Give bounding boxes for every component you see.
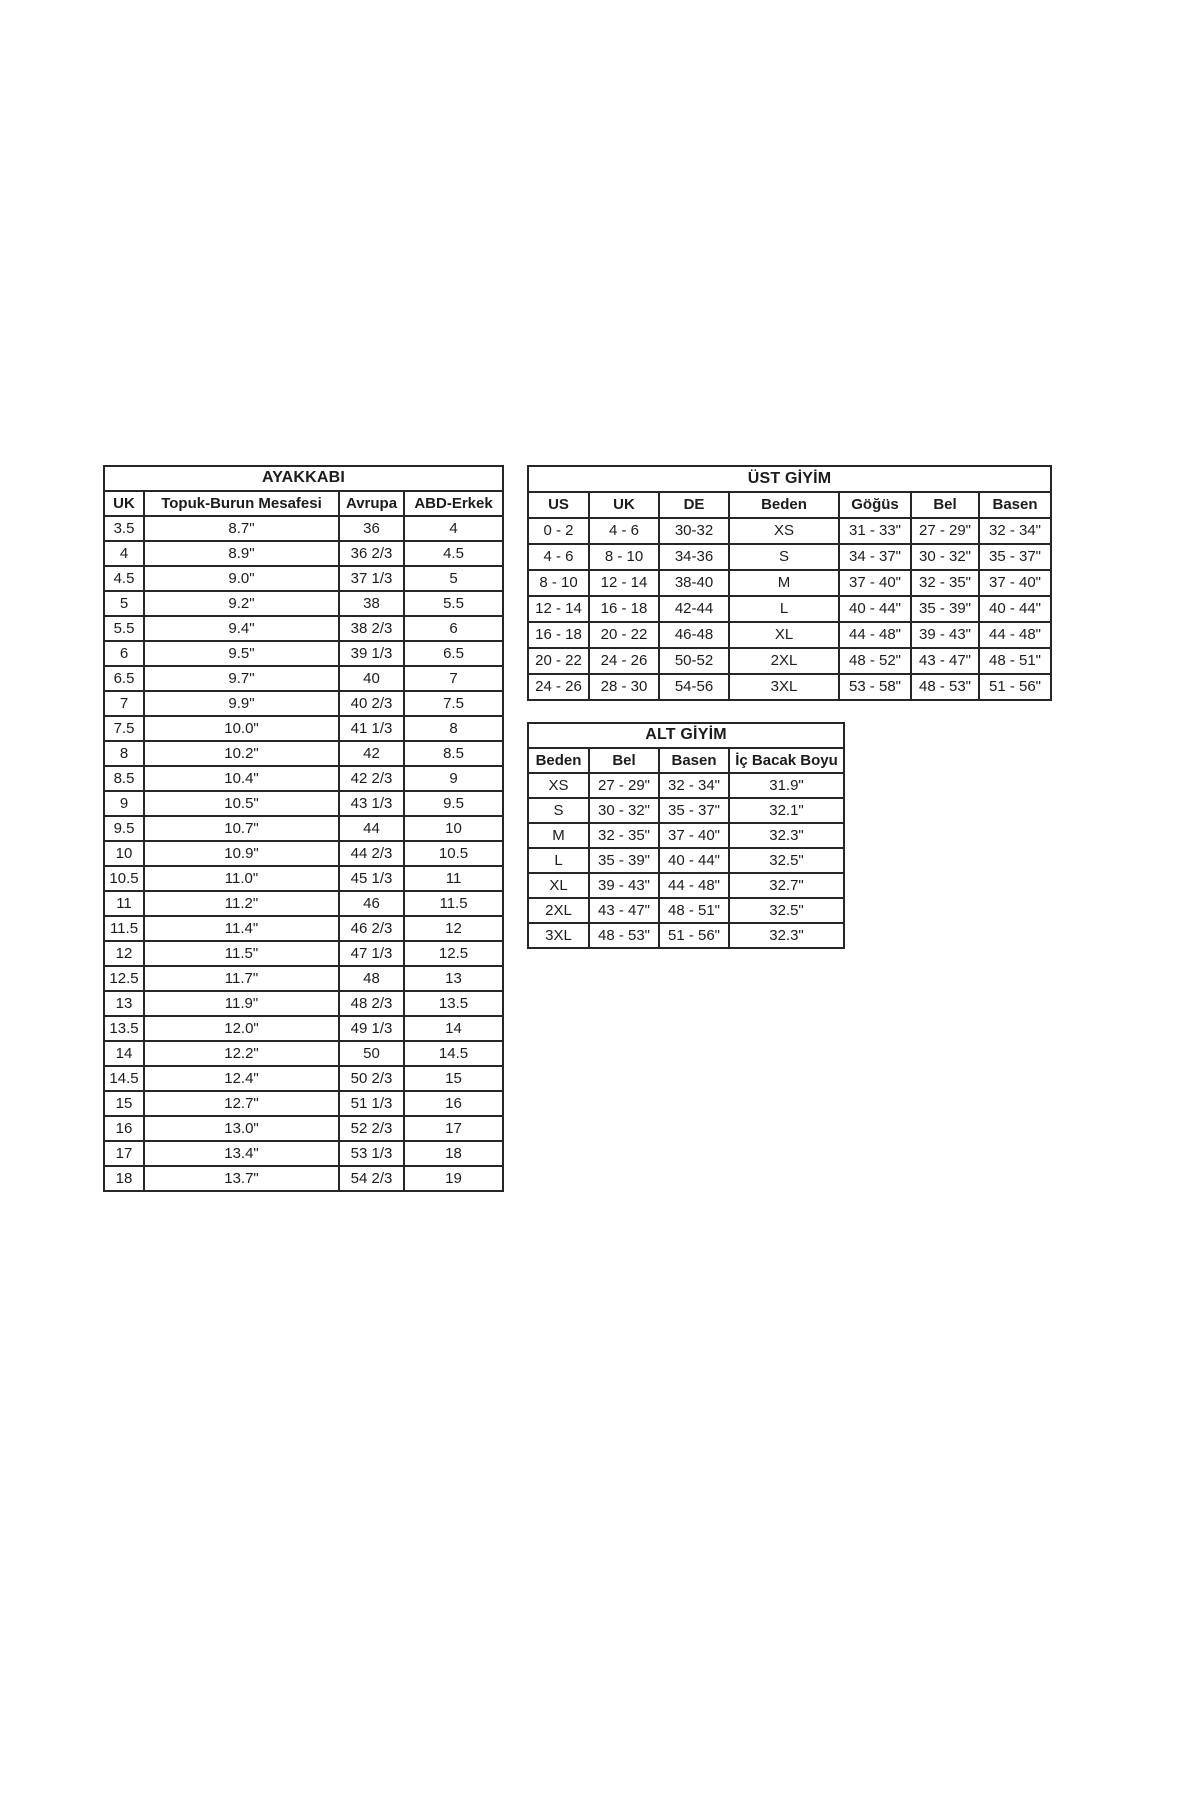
bottoms-table-cell: L (528, 848, 589, 873)
shoe-table-cell: 40 (339, 666, 404, 691)
shoe-table-cell: 9.7" (144, 666, 339, 691)
shoe-table-cell: 52 2/3 (339, 1116, 404, 1141)
bottoms-table-cell: 35 - 37" (659, 798, 729, 823)
shoe-table-cell: 16 (404, 1091, 503, 1116)
shoe-table-cell: 9.9" (144, 691, 339, 716)
shoe-column-header: Avrupa (339, 491, 404, 516)
shoe-table-cell: 43 1/3 (339, 791, 404, 816)
tops-table-cell: 34-36 (659, 544, 729, 570)
shoe-table-cell: 6.5 (404, 641, 503, 666)
tops-table-cell: 35 - 37" (979, 544, 1051, 570)
shoe-table-cell: 49 1/3 (339, 1016, 404, 1041)
tops-table-cell: 44 - 48" (839, 622, 911, 648)
shoe-table-cell: 39 1/3 (339, 641, 404, 666)
shoe-table-cell: 10.5 (104, 866, 144, 891)
shoe-table-cell: 13.4" (144, 1141, 339, 1166)
tops-table-cell: 8 - 10 (528, 570, 589, 596)
shoe-table-row (104, 1016, 503, 1041)
tops-table-cell: 32 - 35" (911, 570, 979, 596)
tops-table-cell: 43 - 47" (911, 648, 979, 674)
shoe-table-cell: 10.7" (144, 816, 339, 841)
bottoms-table-cell: 35 - 39" (589, 848, 659, 873)
shoe-table-row (104, 966, 503, 991)
shoe-table-cell: 54 2/3 (339, 1166, 404, 1191)
shoe-table-row (104, 1041, 503, 1066)
tops-table-cell: 27 - 29" (911, 518, 979, 544)
shoe-table-cell: 46 (339, 891, 404, 916)
tops-table-cell: 35 - 39" (911, 596, 979, 622)
shoe-table-cell: 40 2/3 (339, 691, 404, 716)
shoe-table-cell: 37 1/3 (339, 566, 404, 591)
shoe-table-cell: 17 (404, 1116, 503, 1141)
shoe-table-cell: 9.4" (144, 616, 339, 641)
shoe-table-row (104, 891, 503, 916)
shoe-column-header: UK (104, 491, 144, 516)
shoe-table-cell: 19 (404, 1166, 503, 1191)
tops-table-cell: 37 - 40" (979, 570, 1051, 596)
tops-table-cell: 38-40 (659, 570, 729, 596)
shoe-table-row (104, 716, 503, 741)
bottoms-table-cell: 39 - 43" (589, 873, 659, 898)
tops-size-table (527, 465, 1052, 701)
shoe-table-row (104, 1141, 503, 1166)
shoe-table-row (104, 916, 503, 941)
tops-table-cell: 37 - 40" (839, 570, 911, 596)
tops-table-cell: 24 - 26 (528, 674, 589, 700)
shoe-table-title: AYAKKABI (104, 466, 503, 491)
tops-header-row (528, 492, 1051, 518)
shoe-table-cell: 9.5 (404, 791, 503, 816)
shoe-table-row (104, 1091, 503, 1116)
shoe-table-cell: 42 (339, 741, 404, 766)
tops-table-cell: 16 - 18 (528, 622, 589, 648)
shoe-table-cell: 18 (104, 1166, 144, 1191)
shoe-header-row (104, 491, 503, 516)
bottoms-title-row (528, 723, 844, 748)
shoe-table-cell: 50 (339, 1041, 404, 1066)
shoe-table-cell: 8 (104, 741, 144, 766)
tops-table-cell: 0 - 2 (528, 518, 589, 544)
shoe-table-cell: 42 2/3 (339, 766, 404, 791)
tops-table-row (528, 544, 1051, 570)
bottoms-table-cell: 27 - 29" (589, 773, 659, 798)
shoe-table-cell: 44 2/3 (339, 841, 404, 866)
shoe-table-cell: 12.2" (144, 1041, 339, 1066)
shoe-table-cell: 36 2/3 (339, 541, 404, 566)
bottoms-table-row (528, 923, 844, 948)
shoe-table-cell: 9 (104, 791, 144, 816)
shoe-table-cell: 53 1/3 (339, 1141, 404, 1166)
shoe-table-cell: 16 (104, 1116, 144, 1141)
shoe-table-cell: 8.5 (404, 741, 503, 766)
shoe-table-cell: 11.7" (144, 966, 339, 991)
tops-table-cell: XS (729, 518, 839, 544)
tops-table-cell: 51 - 56" (979, 674, 1051, 700)
shoe-table-row (104, 1116, 503, 1141)
shoe-table-cell: 5 (404, 566, 503, 591)
shoe-table-row (104, 941, 503, 966)
tops-table-cell: 53 - 58" (839, 674, 911, 700)
shoe-table-cell: 3.5 (104, 516, 144, 541)
shoe-table-row (104, 1066, 503, 1091)
bottoms-table-cell: 32.7" (729, 873, 844, 898)
shoe-table-row (104, 741, 503, 766)
shoe-table-cell: 7 (404, 666, 503, 691)
shoe-table-cell: 13 (404, 966, 503, 991)
bottoms-table-cell: 30 - 32" (589, 798, 659, 823)
tops-table-cell: 30 - 32" (911, 544, 979, 570)
bottoms-column-header: Bel (589, 748, 659, 773)
shoe-table-cell: 14 (404, 1016, 503, 1041)
shoe-table-row (104, 991, 503, 1016)
shoe-table-row (104, 566, 503, 591)
bottoms-table-row (528, 898, 844, 923)
shoe-table-row (104, 666, 503, 691)
shoe-table-cell: 41 1/3 (339, 716, 404, 741)
shoe-table-cell: 5.5 (404, 591, 503, 616)
bottoms-table-cell: 40 - 44" (659, 848, 729, 873)
shoe-table-cell: 7.5 (104, 716, 144, 741)
shoe-table-cell: 38 2/3 (339, 616, 404, 641)
shoe-title-row (104, 466, 503, 491)
shoe-table-cell: 13.5 (404, 991, 503, 1016)
shoe-table-cell: 10 (404, 816, 503, 841)
tops-table-row (528, 570, 1051, 596)
shoe-table-cell: 14 (104, 1041, 144, 1066)
shoe-table-cell: 14.5 (404, 1041, 503, 1066)
shoe-table-cell: 9.5 (104, 816, 144, 841)
shoe-table-cell: 36 (339, 516, 404, 541)
bottoms-table-row (528, 773, 844, 798)
shoe-table-cell: 10.0" (144, 716, 339, 741)
bottoms-table-cell: 32.5" (729, 898, 844, 923)
shoe-table-cell: 12 (404, 916, 503, 941)
bottoms-table-title: ALT GİYİM (528, 723, 844, 748)
tops-table-cell: 50-52 (659, 648, 729, 674)
shoe-table-row (104, 1166, 503, 1191)
tops-table-title: ÜST GİYİM (528, 466, 1051, 492)
tops-table-cell: 42-44 (659, 596, 729, 622)
tops-table-row (528, 596, 1051, 622)
shoe-table-cell: 12.5 (104, 966, 144, 991)
shoe-table-row (104, 866, 503, 891)
shoe-table-cell: 14.5 (104, 1066, 144, 1091)
tops-table-row (528, 518, 1051, 544)
tops-table-cell: 3XL (729, 674, 839, 700)
tops-table-cell: 12 - 14 (528, 596, 589, 622)
tops-table-cell: 48 - 52" (839, 648, 911, 674)
tops-table-cell: 16 - 18 (589, 596, 659, 622)
shoe-table-row (104, 691, 503, 716)
shoe-table-cell: 9.5" (144, 641, 339, 666)
bottoms-column-header: Beden (528, 748, 589, 773)
bottoms-table-cell: 44 - 48" (659, 873, 729, 898)
tops-table-cell: 32 - 34" (979, 518, 1051, 544)
bottoms-table-cell: M (528, 823, 589, 848)
tops-table-cell: 12 - 14 (589, 570, 659, 596)
tops-table-cell: 34 - 37" (839, 544, 911, 570)
tops-table-row (528, 648, 1051, 674)
shoe-table-cell: 11.5" (144, 941, 339, 966)
bottoms-table-row (528, 873, 844, 898)
shoe-table-cell: 50 2/3 (339, 1066, 404, 1091)
shoe-table-cell: 48 2/3 (339, 991, 404, 1016)
shoe-table-cell: 8.9" (144, 541, 339, 566)
shoe-table-row (104, 616, 503, 641)
bottoms-table-cell: 32 - 34" (659, 773, 729, 798)
shoe-table-cell: 9 (404, 766, 503, 791)
bottoms-size-table (527, 722, 845, 949)
bottoms-table-cell: 43 - 47" (589, 898, 659, 923)
shoe-table-cell: 12.0" (144, 1016, 339, 1041)
shoe-table-row (104, 516, 503, 541)
tops-table-cell: 24 - 26 (589, 648, 659, 674)
shoe-table-cell: 15 (404, 1066, 503, 1091)
shoe-table-cell: 45 1/3 (339, 866, 404, 891)
tops-table-cell: 20 - 22 (528, 648, 589, 674)
shoe-table-cell: 9.2" (144, 591, 339, 616)
bottoms-table-cell: XS (528, 773, 589, 798)
shoe-table-cell: 7 (104, 691, 144, 716)
shoe-table-cell: 47 1/3 (339, 941, 404, 966)
shoe-table-cell: 44 (339, 816, 404, 841)
shoe-table-cell: 6 (104, 641, 144, 666)
bottoms-table-cell: XL (528, 873, 589, 898)
tops-table-cell: 44 - 48" (979, 622, 1051, 648)
bottoms-table-cell: 48 - 51" (659, 898, 729, 923)
shoe-table-cell: 10.9" (144, 841, 339, 866)
tops-table-cell: 4 - 6 (528, 544, 589, 570)
shoe-table-cell: 11.2" (144, 891, 339, 916)
tops-table-cell: 39 - 43" (911, 622, 979, 648)
tops-table-cell: 30-32 (659, 518, 729, 544)
tops-table-cell: 54-56 (659, 674, 729, 700)
shoe-table-row (104, 541, 503, 566)
shoe-table-cell: 11.5 (404, 891, 503, 916)
bottoms-table-cell: S (528, 798, 589, 823)
shoe-table-cell: 48 (339, 966, 404, 991)
shoe-table-cell: 4 (104, 541, 144, 566)
shoe-table-cell: 12.4" (144, 1066, 339, 1091)
shoe-table-cell: 10.5 (404, 841, 503, 866)
bottoms-column-header: İç Bacak Boyu (729, 748, 844, 773)
tops-table-row (528, 674, 1051, 700)
shoe-table-cell: 13 (104, 991, 144, 1016)
bottoms-table-row (528, 848, 844, 873)
shoe-table-cell: 6 (404, 616, 503, 641)
tops-table-cell: 40 - 44" (839, 596, 911, 622)
tops-table-cell: 20 - 22 (589, 622, 659, 648)
bottoms-table-cell: 37 - 40" (659, 823, 729, 848)
tops-table-cell: 46-48 (659, 622, 729, 648)
shoe-column-header: Topuk-Burun Mesafesi (144, 491, 339, 516)
shoe-table-cell: 12.7" (144, 1091, 339, 1116)
tops-table-cell: 31 - 33" (839, 518, 911, 544)
shoe-table-row (104, 591, 503, 616)
shoe-table-cell: 12.5 (404, 941, 503, 966)
shoe-table-cell: 46 2/3 (339, 916, 404, 941)
bottoms-table-cell: 3XL (528, 923, 589, 948)
bottoms-column-header: Basen (659, 748, 729, 773)
shoe-table-cell: 5.5 (104, 616, 144, 641)
shoe-table-cell: 13.7" (144, 1166, 339, 1191)
bottoms-header-row (528, 748, 844, 773)
bottoms-table-cell: 51 - 56" (659, 923, 729, 948)
shoe-table-cell: 10.4" (144, 766, 339, 791)
tops-table-cell: 28 - 30 (589, 674, 659, 700)
shoe-table-cell: 11.9" (144, 991, 339, 1016)
shoe-table-cell: 15 (104, 1091, 144, 1116)
shoe-table-cell: 10.2" (144, 741, 339, 766)
shoe-table-cell: 13.5 (104, 1016, 144, 1041)
shoe-table-cell: 38 (339, 591, 404, 616)
shoe-table-cell: 8 (404, 716, 503, 741)
shoe-table-cell: 11 (404, 866, 503, 891)
shoe-table-cell: 51 1/3 (339, 1091, 404, 1116)
bottoms-table-cell: 2XL (528, 898, 589, 923)
bottoms-table-cell: 32.5" (729, 848, 844, 873)
shoe-table-row (104, 841, 503, 866)
shoe-table-cell: 4 (404, 516, 503, 541)
tops-column-header: US (528, 492, 589, 518)
bottoms-table-cell: 31.9" (729, 773, 844, 798)
shoe-table-cell: 11.4" (144, 916, 339, 941)
shoe-table-cell: 11.5 (104, 916, 144, 941)
shoe-table-cell: 4.5 (404, 541, 503, 566)
tops-column-header: DE (659, 492, 729, 518)
shoe-table-cell: 11.0" (144, 866, 339, 891)
bottoms-table-row (528, 823, 844, 848)
shoe-table-cell: 11 (104, 891, 144, 916)
bottoms-table-row (528, 798, 844, 823)
shoe-table-cell: 10 (104, 841, 144, 866)
shoe-table-cell: 5 (104, 591, 144, 616)
tops-table-cell: 48 - 51" (979, 648, 1051, 674)
shoe-table-cell: 10.5" (144, 791, 339, 816)
shoe-column-header: ABD-Erkek (404, 491, 503, 516)
shoe-table-cell: 4.5 (104, 566, 144, 591)
tops-title-row (528, 466, 1051, 492)
bottoms-table-cell: 48 - 53" (589, 923, 659, 948)
tops-column-header: Göğüs (839, 492, 911, 518)
bottoms-table-cell: 32 - 35" (589, 823, 659, 848)
shoe-table-cell: 8.5 (104, 766, 144, 791)
bottoms-table-cell: 32.3" (729, 823, 844, 848)
shoe-table-cell: 18 (404, 1141, 503, 1166)
tops-column-header: UK (589, 492, 659, 518)
tops-table-cell: 2XL (729, 648, 839, 674)
shoe-size-table (103, 465, 504, 1192)
tops-table-cell: L (729, 596, 839, 622)
tops-column-header: Bel (911, 492, 979, 518)
tops-column-header: Beden (729, 492, 839, 518)
shoe-table-cell: 8.7" (144, 516, 339, 541)
tops-table-cell: 4 - 6 (589, 518, 659, 544)
shoe-table-row (104, 816, 503, 841)
shoe-table-cell: 13.0" (144, 1116, 339, 1141)
shoe-table-row (104, 641, 503, 666)
shoe-table-cell: 7.5 (404, 691, 503, 716)
tops-table-cell: 8 - 10 (589, 544, 659, 570)
shoe-table-row (104, 766, 503, 791)
bottoms-table-cell: 32.1" (729, 798, 844, 823)
tops-table-cell: 48 - 53" (911, 674, 979, 700)
shoe-table-cell: 12 (104, 941, 144, 966)
shoe-table-cell: 6.5 (104, 666, 144, 691)
shoe-table-cell: 9.0" (144, 566, 339, 591)
tops-table-cell: M (729, 570, 839, 596)
tops-table-row (528, 622, 1051, 648)
bottoms-table-cell: 32.3" (729, 923, 844, 948)
shoe-table-cell: 17 (104, 1141, 144, 1166)
tops-table-cell: XL (729, 622, 839, 648)
tops-table-cell: 40 - 44" (979, 596, 1051, 622)
shoe-table-row (104, 791, 503, 816)
tops-column-header: Basen (979, 492, 1051, 518)
tops-table-cell: S (729, 544, 839, 570)
